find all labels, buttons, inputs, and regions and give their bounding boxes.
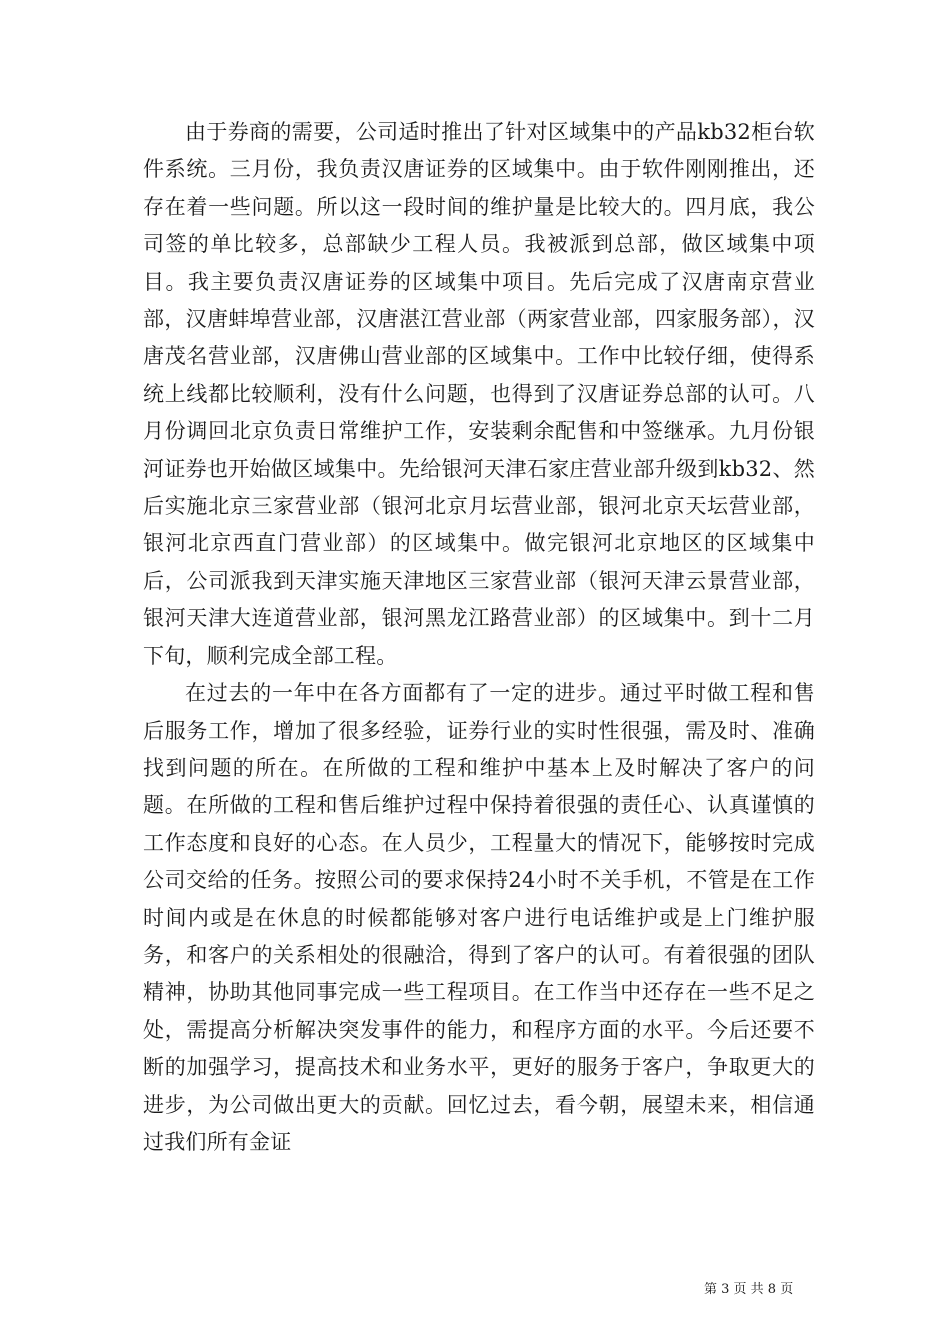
page-number-footer: 第 3 页 共 8 页 [704,1282,794,1297]
paragraph-1: 由于券商的需要，公司适时推出了针对区域集中的产品kb32柜台软件系统。三月份，我负责汉唐证券的区域集中。由于软件刚刚推出，还存在着一些问题。所以这一段时间的维护量是比较大的。四月底，我公司签的单比较多，总部缺少工程人员。我被派到总部，做区域集中项目。我主要负责汉唐证券的区域集中项目。先后完成了汉唐南京营业部，汉唐蚌埠营业部，汉唐湛江营业部（两家营业部，四家服务部），汉唐茂名营业部，汉唐佛山营业部的区域集中。工作中比较仔细，使得系统上线都比较顺利，没有什么问题，也得到了汉唐证券总部的认可。八月份调回北京负责日常维护工作，安装剩余配售和中签继承。九月份银河证券也开始做区域集中。先给银河天津石家庄营业部升级到kb32、然后实施北京三家营业部（银河北京月坛营业部，银河北京天坛营业部，银河北京西直门营业部）的区域集中。做完银河北京地区的区域集中后，公司派我到天津实施天津地区三家营业部（银河天津云景营业部，银河天津大连道营业部，银河黑龙江路营业部）的区域集中。到十二月下旬，顺利完成全部工程。 [143,120,815,668]
paragraph-2: 在过去的一年中在各方面都有了一定的进步。通过平时做工程和售后服务工作，增加了很多经验，证券行业的实时性很强，需及时、准确找到问题的所在。在所做的工程和维护中基本上及时解决了客户的问题。在所做的工程和售后维护过程中保持着很强的责任心、认真谨慎的工作态度和良好的心态。在人员少，工程量大的情况下，能够按时完成公司交给的任务。按照公司的要求保持24小时不关手机，不管是在工作时间内或是在休息的时候都能够对客户进行电话维护或是上门维护服务，和客户的关系相处的很融洽，得到了客户的认可。有着很强的团队精神，协助其他同事完成一些工程项目。在工作当中还存在一些不足之处，需提高分析解决突发事件的能力，和程序方面的水平。今后还要不断的加强学习，提高技术和业务水平，更好的服务于客户，争取更大的进步，为公司做出更大的贡献。回忆过去，看今朝，展望未来，相信通过我们所有金证 [143,681,815,1154]
document-body [143,114,815,1161]
